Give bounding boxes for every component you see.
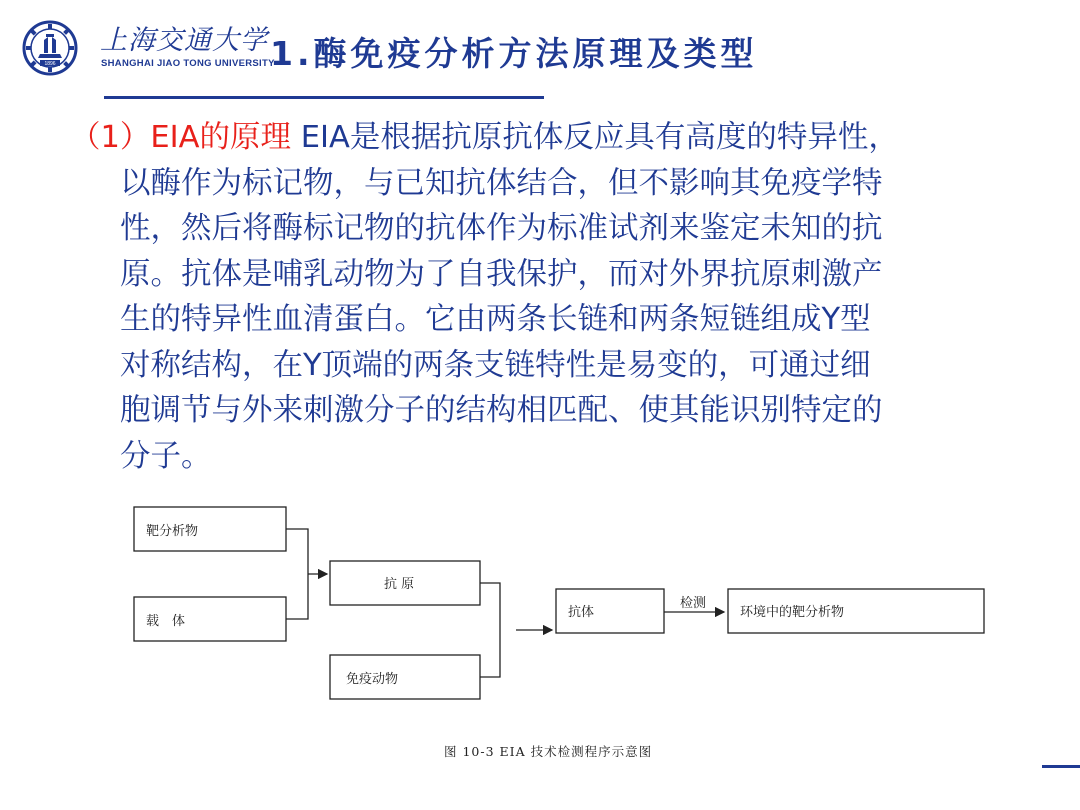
university-emblem-icon — [22, 20, 78, 76]
logo-year: 1896 — [44, 61, 56, 67]
label-antibody: 抗体 — [568, 605, 595, 620]
corner-accent-line — [1042, 765, 1080, 768]
paragraph-line-1: EIA是根据抗原抗体反应具有高度的特异性， — [291, 120, 899, 155]
figure-caption: 图 10-3 EIA 技术检测程序示意图 — [444, 744, 653, 759]
paragraph-line-7: 胞调节与外来刺激分子的结构相匹配、使其能识别特定的 — [120, 393, 883, 428]
bracket-middle — [480, 583, 500, 677]
label-env-target: 环境中的靶分析物 — [740, 605, 845, 620]
label-antigen: 抗 原 — [384, 577, 415, 592]
slide-title: 1.酶免疫分析方法原理及类型 — [270, 34, 758, 73]
principle-lead-label: （1）EIA的原理 — [70, 120, 292, 155]
paragraph-line-6: 对称结构，在Y顶端的两条支链特性是易变的，可通过细 — [120, 347, 871, 383]
university-name-en: SHANGHAI JIAO TONG UNIVERSITY — [101, 58, 275, 69]
paragraph-first-line — [70, 115, 1050, 161]
paragraph-line-4: 原。抗体是哺乳动物为了自我保护，而对外界抗原刺激产 — [120, 256, 883, 292]
paragraph-line-5: 生的特异性血清蛋白。它由两条长链和两条短链组成Y型 — [120, 302, 871, 337]
label-target-analyte: 靶分析物 — [146, 524, 199, 539]
bracket-left — [286, 529, 308, 619]
label-immune-animal: 免疫动物 — [346, 672, 399, 687]
principle-paragraph — [70, 115, 1050, 479]
label-detect: 检测 — [680, 596, 707, 611]
paragraph-line-2: 以酶作为标记物，与已知抗体结合，但不影响其免疫学特 — [120, 165, 883, 201]
university-name-cn: 上海交通大学 — [100, 25, 268, 56]
eia-flow-diagram — [120, 495, 1000, 715]
paragraph-line-8: 分子。 — [120, 438, 212, 474]
paragraph-line-3: 性，然后将酶标记物的抗体作为标准试剂来鉴定未知的抗 — [120, 211, 883, 246]
label-carrier: 载 体 — [146, 614, 186, 629]
slide-header — [0, 0, 1080, 100]
title-underline — [104, 96, 544, 99]
